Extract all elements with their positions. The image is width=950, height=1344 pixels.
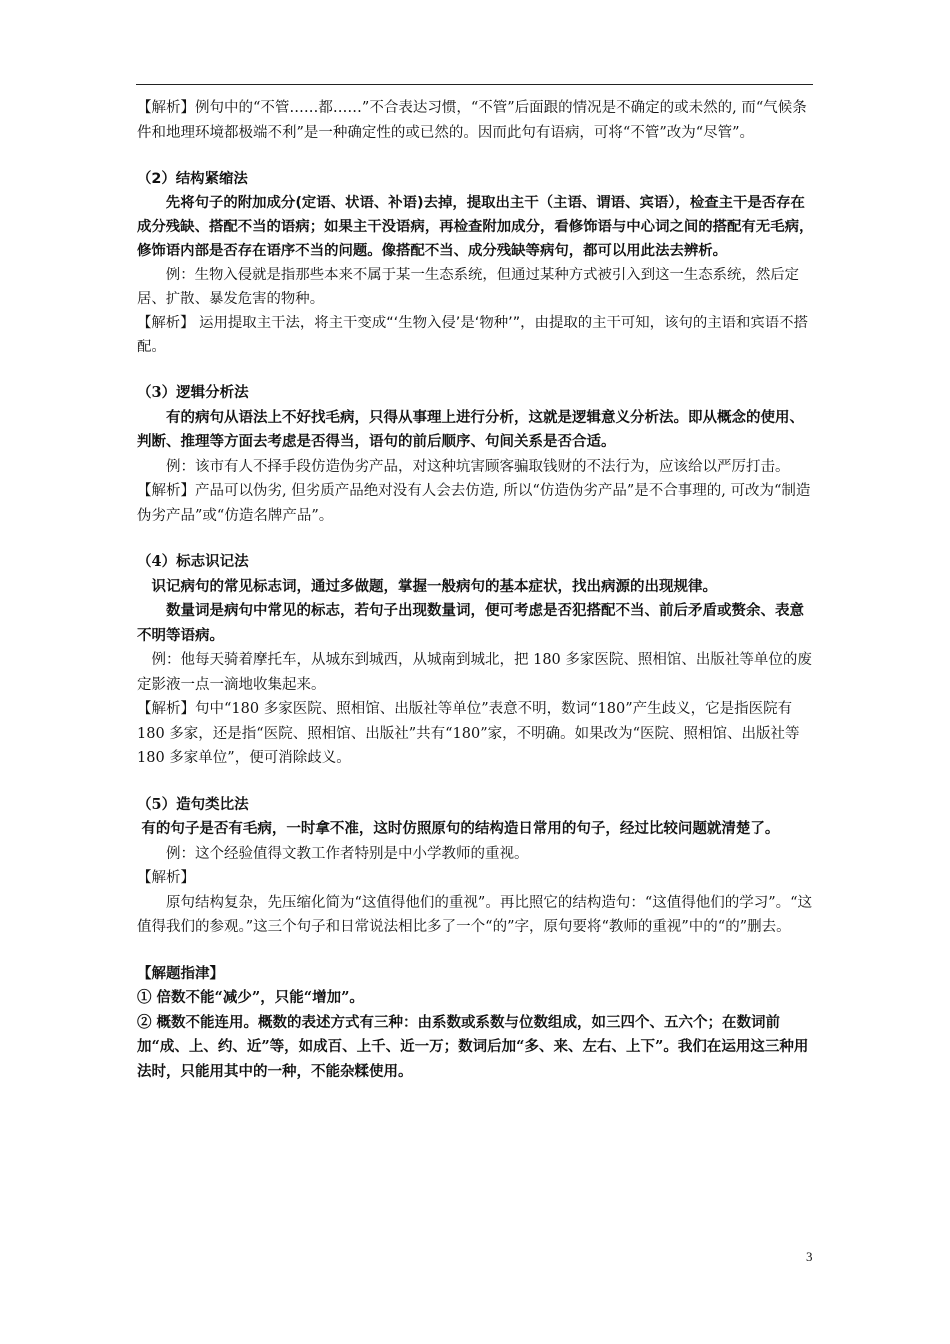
section-body: 先将句子的附加成分(定语、状语、补语)去掉，提取出主干（主语、谓语、宾语），检查主干是否存在成分残缺、搭配不当的语病；如果主干没语病，再检查附加成分，看修饰语与中心词之间的搭配有无毛病，修饰语内部是否存在语序不当的问题。像搭配不当、成分残缺等病句，都可以用此法去辨析。 <box>137 195 814 259</box>
section-heading: （2）结构紧缩法 <box>137 171 248 187</box>
section-analysis: 【解析】 运用提取主干法，将主干变成“‘生物入侵’是‘物种’”，由提取的主干可知，该句的主语和宾语不搭配。 <box>137 315 808 355</box>
section-tips <box>137 962 817 1085</box>
section-body: 识记病句的常见标志词，通过多做题，掌握一般病句的基本症状，找出病源的出现规律。 <box>151 577 717 595</box>
header-rule <box>136 84 813 85</box>
intro-analysis: 【解析】例句中的“不管……都……”不合表达习惯，“不管”后面跟的情况是不确定的或未然的, 而“气候条件和地理环境都极端不利”是一种确定性的或已然的。因而此句有语病，可将“不管”改为“尽管”。 <box>137 100 807 141</box>
section-body: 有的句子是否有毛病，一时拿不准，这时仿照原句的结构造日常用的句子，经过比较问题就清楚了。 <box>141 820 780 837</box>
page-number: 3 <box>806 1249 813 1264</box>
section-logic-analysis <box>137 381 817 528</box>
section-heading: （5）造句类比法 <box>137 795 249 813</box>
section-example: 例：这个经验值得文教工作者特别是中小学教师的重视。 <box>166 845 529 862</box>
section-analysis-label: 【解析】 <box>137 870 195 886</box>
section-structure-compression <box>137 167 817 359</box>
section-example: 例：生物入侵就是指那些本来不属于某一生态系统，但通过某种方式被引入到这一生态系统，然后定居、扩散、暴发危害的物种。 <box>137 267 799 307</box>
section-analysis: 原句结构复杂，先压缩化简为“这值得他们的重视”。再比照它的结构造句：“这值得他们的学习”。“这值得我们的参观。”这三个句子和日常说法相比多了一个“的”字，原句要将“教师的重视”中的“的”删去。 <box>137 894 813 935</box>
section-example: 例：他每天骑着摩托车，从城东到城西，从城南到城北，把 180 多家医院、照相馆、出版社等单位的废定影液一点一滴地收集起来。 <box>137 652 812 693</box>
document-page <box>137 96 817 1084</box>
section-example: 例：该市有人不择手段仿造伪劣产品，对这种坑害顾客骗取钱财的不法行为，应该给以严厉打击。 <box>166 458 790 475</box>
section-body: 有的病句从语法上不好找毛病，只得从事理上进行分析，这就是逻辑意义分析法。即从概念的使用、判断、推理等方面去考虑是否得当，语句的前后顺序、句间关系是否合适。 <box>137 408 804 450</box>
section-analysis: 【解析】句中“180 多家医院、照相馆、出版社等单位”表意不明，数词“180”产生歧义，它是指医院有 180 多家，还是指“医院、照相馆、出版社”共有“180”家，不明确。如果改为“医院、照相馆、出版社等 180 多家单位”，便可消除歧义。 <box>137 701 800 766</box>
section-analysis: 【解析】产品可以伪劣, 但劣质产品绝对没有人会去仿造, 所以“仿造伪劣产品”是不合事理的, 可改为“制造伪劣产品”或“仿造名牌产品”。 <box>137 483 811 524</box>
section-marker-memorization <box>137 550 817 771</box>
tip-item-2: ② 概数不能连用。概数的表述方式有三种：由系数或系数与位数组成，如三四个、五六个；在数词前加“成、上、约、近”等，如成百、上千、近一万；数词后加“多、来、左右、上下”。我们在运用这三种用法时，只能用其中的一种，不能杂糅使用。 <box>137 1013 809 1080</box>
section-heading: 【解题指津】 <box>137 964 224 982</box>
section-body-2: 数量词是病句中常见的标志，若句子出现数量词，便可考虑是否犯搭配不当、前后矛盾或赘余、表意不明等语病。 <box>137 602 804 644</box>
section-heading: （4）标志识记法 <box>137 553 249 570</box>
tip-item-1: ① 倍数不能“减少”，只能“增加”。 <box>137 989 364 1006</box>
section-heading: （3）逻辑分析法 <box>137 384 249 401</box>
section-sentence-analogy <box>137 793 817 940</box>
